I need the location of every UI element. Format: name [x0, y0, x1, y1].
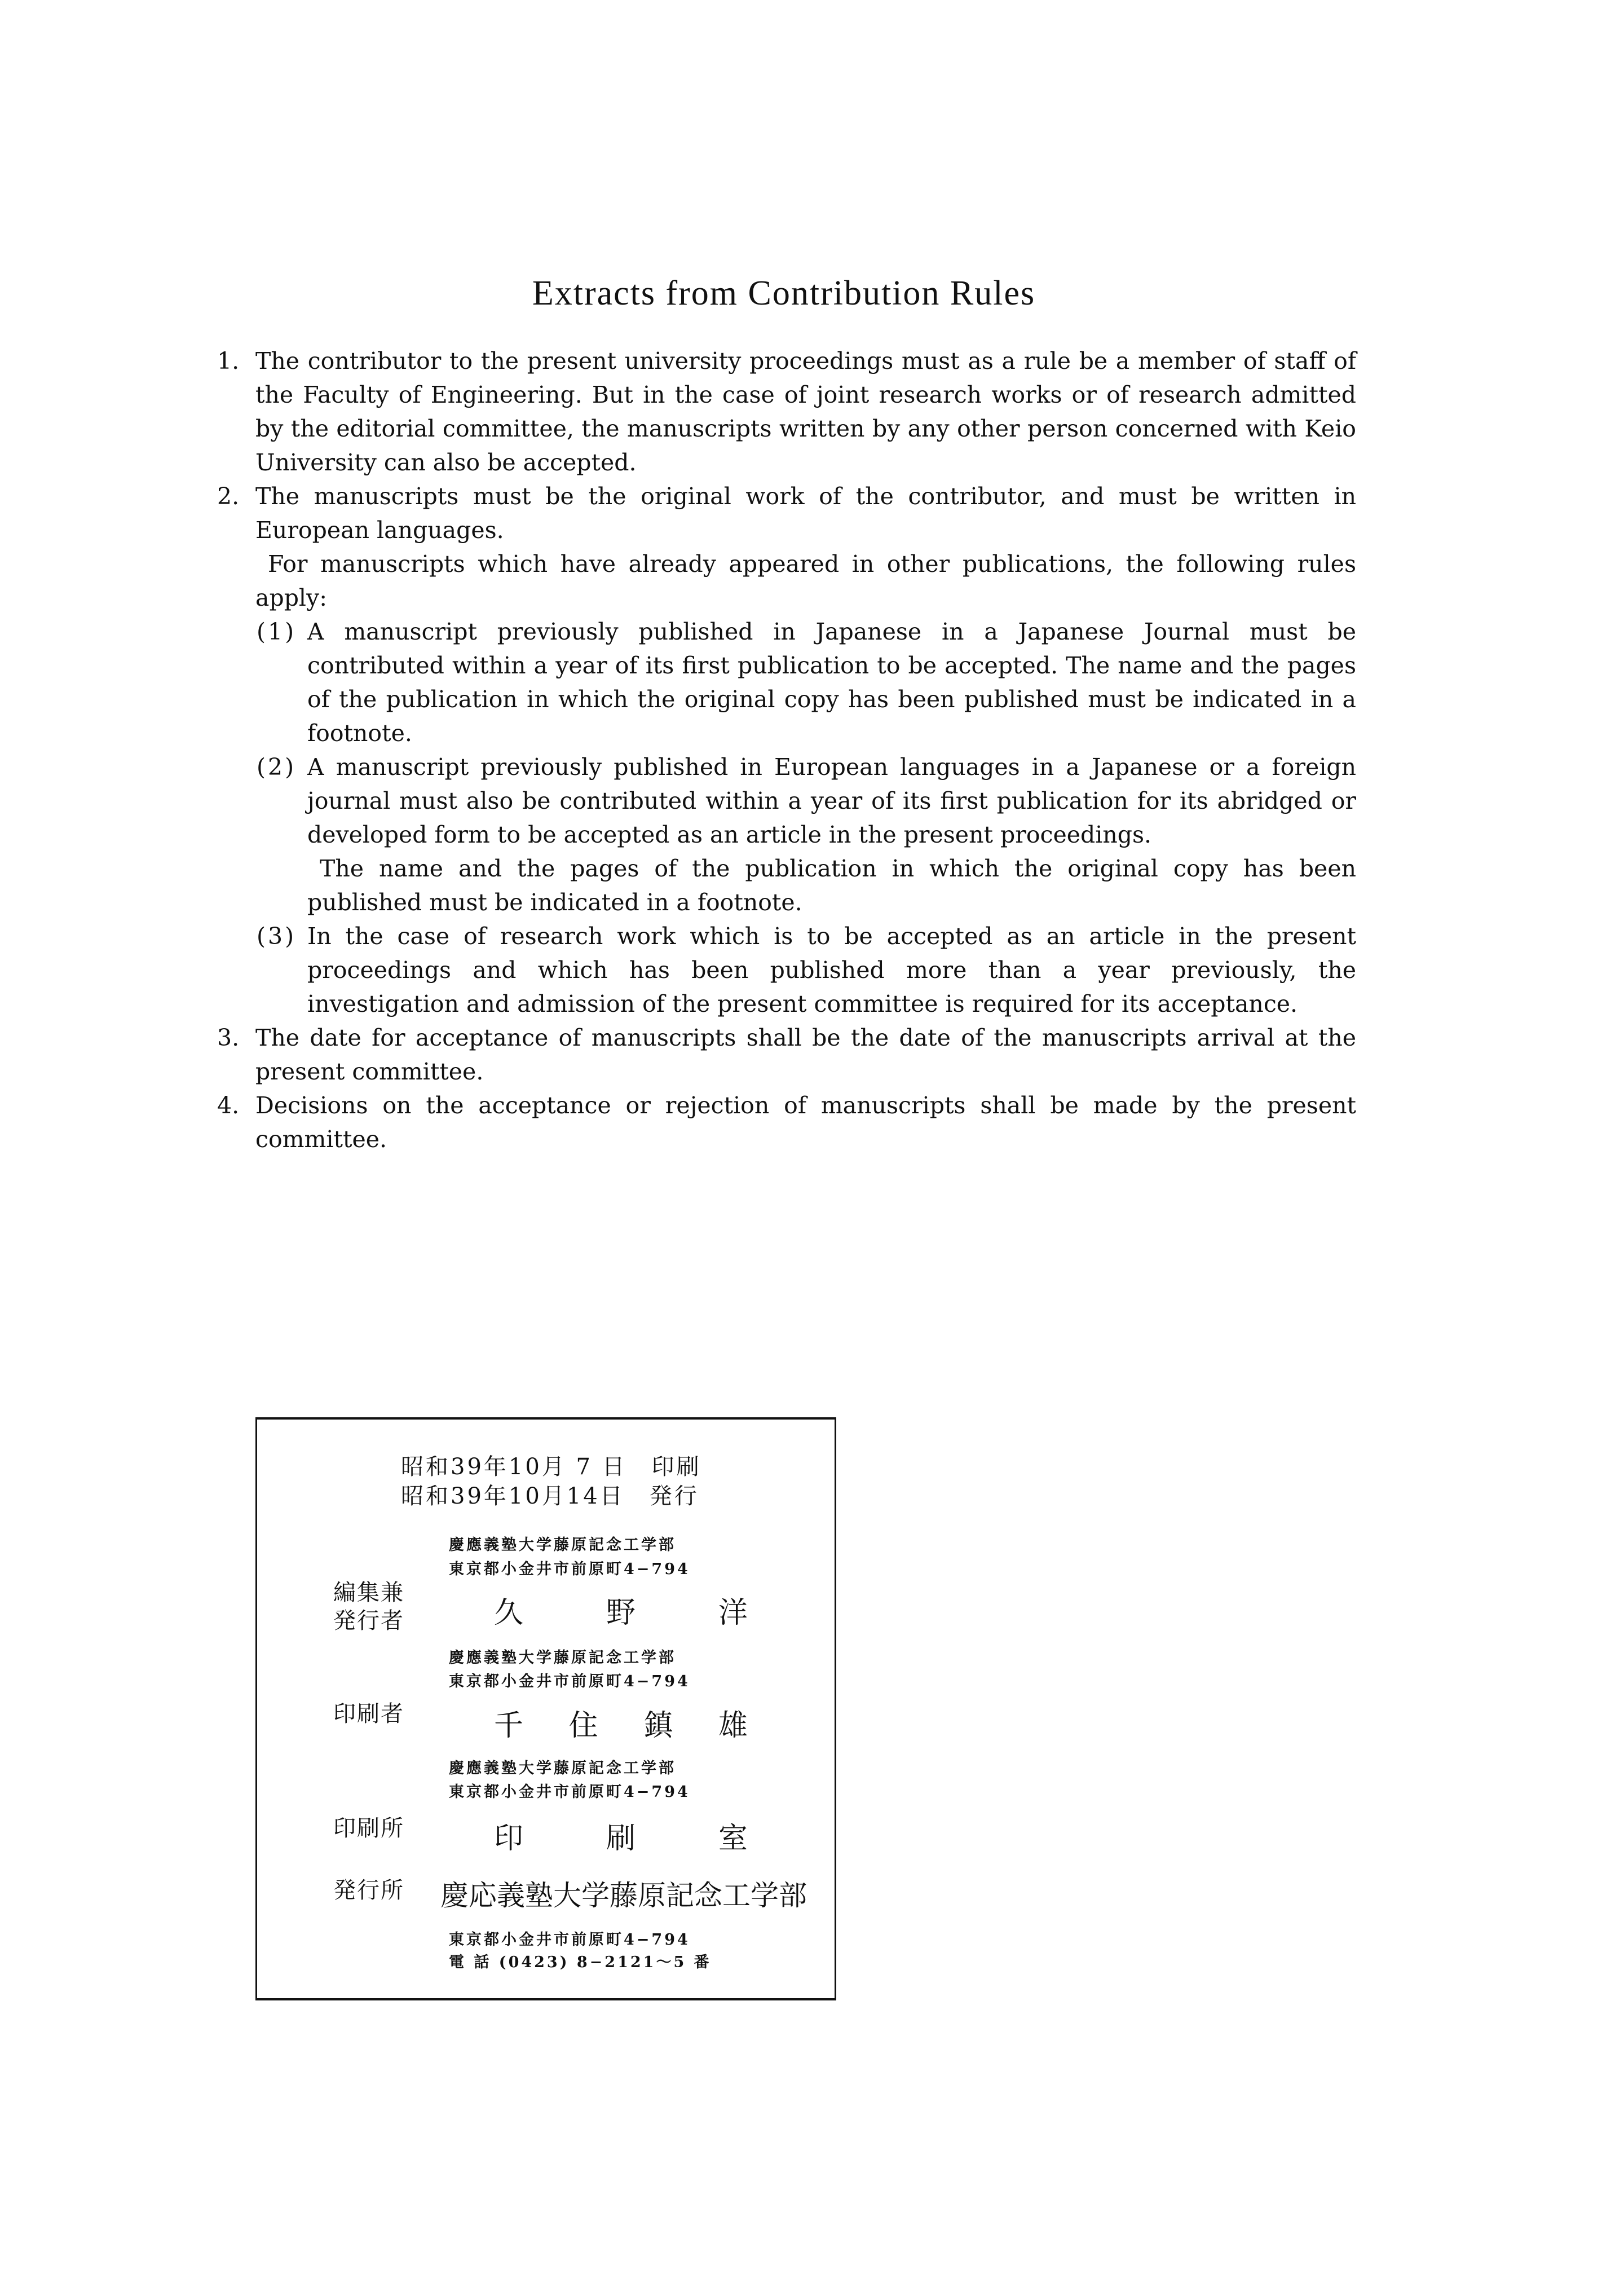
printer-name: [494, 1702, 748, 1744]
press-org: 慶應義塾大学藤原記念工学部: [449, 1760, 676, 1777]
rule-item-2: [217, 479, 1356, 1021]
sub-rule-3: [255, 919, 1356, 1021]
rule-text: The contributor to the present university proceedings must as a rule be a member of staff of the Faculty of Engineering. But in the case of joint research works or of research admitted by the editorial committee, the manuscripts written by any other person concerned with Keio University can also be accepted.: [255, 347, 1356, 476]
rule-number: 1.: [217, 347, 240, 374]
publisher-phone: 電 話 (0423) 8−2121〜5 番: [449, 1954, 712, 1971]
press-address: 東京都小金井市前原町4−794: [449, 1783, 690, 1801]
sub-rule-2: [255, 750, 1356, 919]
rule-text: Decisions on the acceptance or rejection of manuscripts shall be made by the present committee.: [255, 1092, 1356, 1153]
colophon-box: [255, 1417, 836, 2000]
printer-name-char: 千: [494, 1709, 524, 1743]
press-name-char: 印: [494, 1822, 524, 1856]
publisher-name: 慶応義塾大学藤原記念工学部: [440, 1879, 807, 1912]
issued-date: 昭和39年10月14日 発行: [401, 1483, 699, 1509]
editor-name-char: 洋: [718, 1596, 748, 1630]
rule-number: 3.: [217, 1024, 240, 1051]
press-label: 印刷所: [333, 1815, 404, 1841]
rule-text: The manuscripts must be the original work of the contributor, and must be written in European languages.: [255, 483, 1356, 544]
printer-name-char: 雄: [718, 1709, 748, 1743]
printer-name-char: 住: [568, 1709, 598, 1743]
sub-rule-1: [255, 615, 1356, 750]
editor-label: [333, 1579, 404, 1635]
editor-org: 慶應義塾大学藤原記念工学部: [449, 1536, 676, 1554]
editor-label-line-2: 発行者: [333, 1608, 404, 1634]
rule-item-4: [217, 1088, 1356, 1156]
rule-text: The date for acceptance of manuscripts shall be the date of the manuscripts arrival at the present committee.: [255, 1024, 1356, 1085]
publisher-label: 発行所: [333, 1877, 404, 1903]
rule-number: 4.: [217, 1092, 240, 1119]
editor-address: 東京都小金井市前原町4−794: [449, 1561, 690, 1578]
editor-name: [494, 1589, 748, 1631]
printer-name-char: 鎮: [643, 1709, 673, 1743]
printer-org: 慶應義塾大学藤原記念工学部: [449, 1649, 676, 1667]
rule-item-3: [217, 1021, 1356, 1088]
editor-name-char: 野: [606, 1596, 636, 1630]
sub-rule-text: A manuscript previously published in European languages in a Japanese or a foreign journal must also be contributed within a year of its first publication for its abridged or developed form to be accepted as an article in the present proceedings.: [307, 753, 1356, 848]
publisher-address: 東京都小金井市前原町4−794: [449, 1931, 690, 1949]
editor-label-line-1: 編集兼: [333, 1580, 404, 1606]
press-name-char: 刷: [606, 1822, 636, 1856]
rule-note: For manuscripts which have already appeared in other publications, the following rules apply:: [255, 550, 1356, 611]
printer-label: 印刷者: [333, 1701, 404, 1727]
rule-number: 2.: [217, 483, 240, 510]
sub-rule-text: In the case of research work which is to be accepted as an article in the present proceedings and which has been published more than a year previously, the investigation and admission of the present committee is required for its acceptance.: [307, 923, 1356, 1017]
sub-rule-text: A manuscript previously published in Japanese in a Japanese Journal must be contributed within a year of its first publication to be accepted. The name and the pages of the publication in which the original copy has been published must be indicated in a footnote.: [307, 618, 1356, 747]
printer-address: 東京都小金井市前原町4−794: [449, 1673, 690, 1690]
page-title: Extracts from Contribution Rules: [532, 274, 1036, 312]
editor-name-char: 久: [494, 1596, 524, 1630]
rules-list: [217, 344, 1356, 1156]
press-name-char: 室: [718, 1822, 748, 1856]
rule-item-1: [217, 344, 1356, 479]
printed-date: 昭和39年10月 7 日 印刷: [401, 1454, 701, 1480]
press-name: [494, 1814, 748, 1857]
sub-rule-number: (1): [257, 618, 297, 645]
sub-rule-number: (3): [257, 923, 297, 950]
sub-rule-note: The name and the pages of the publication in which the original copy has been published must be indicated in a footnote.: [307, 855, 1356, 916]
sub-rule-number: (2): [257, 753, 297, 781]
